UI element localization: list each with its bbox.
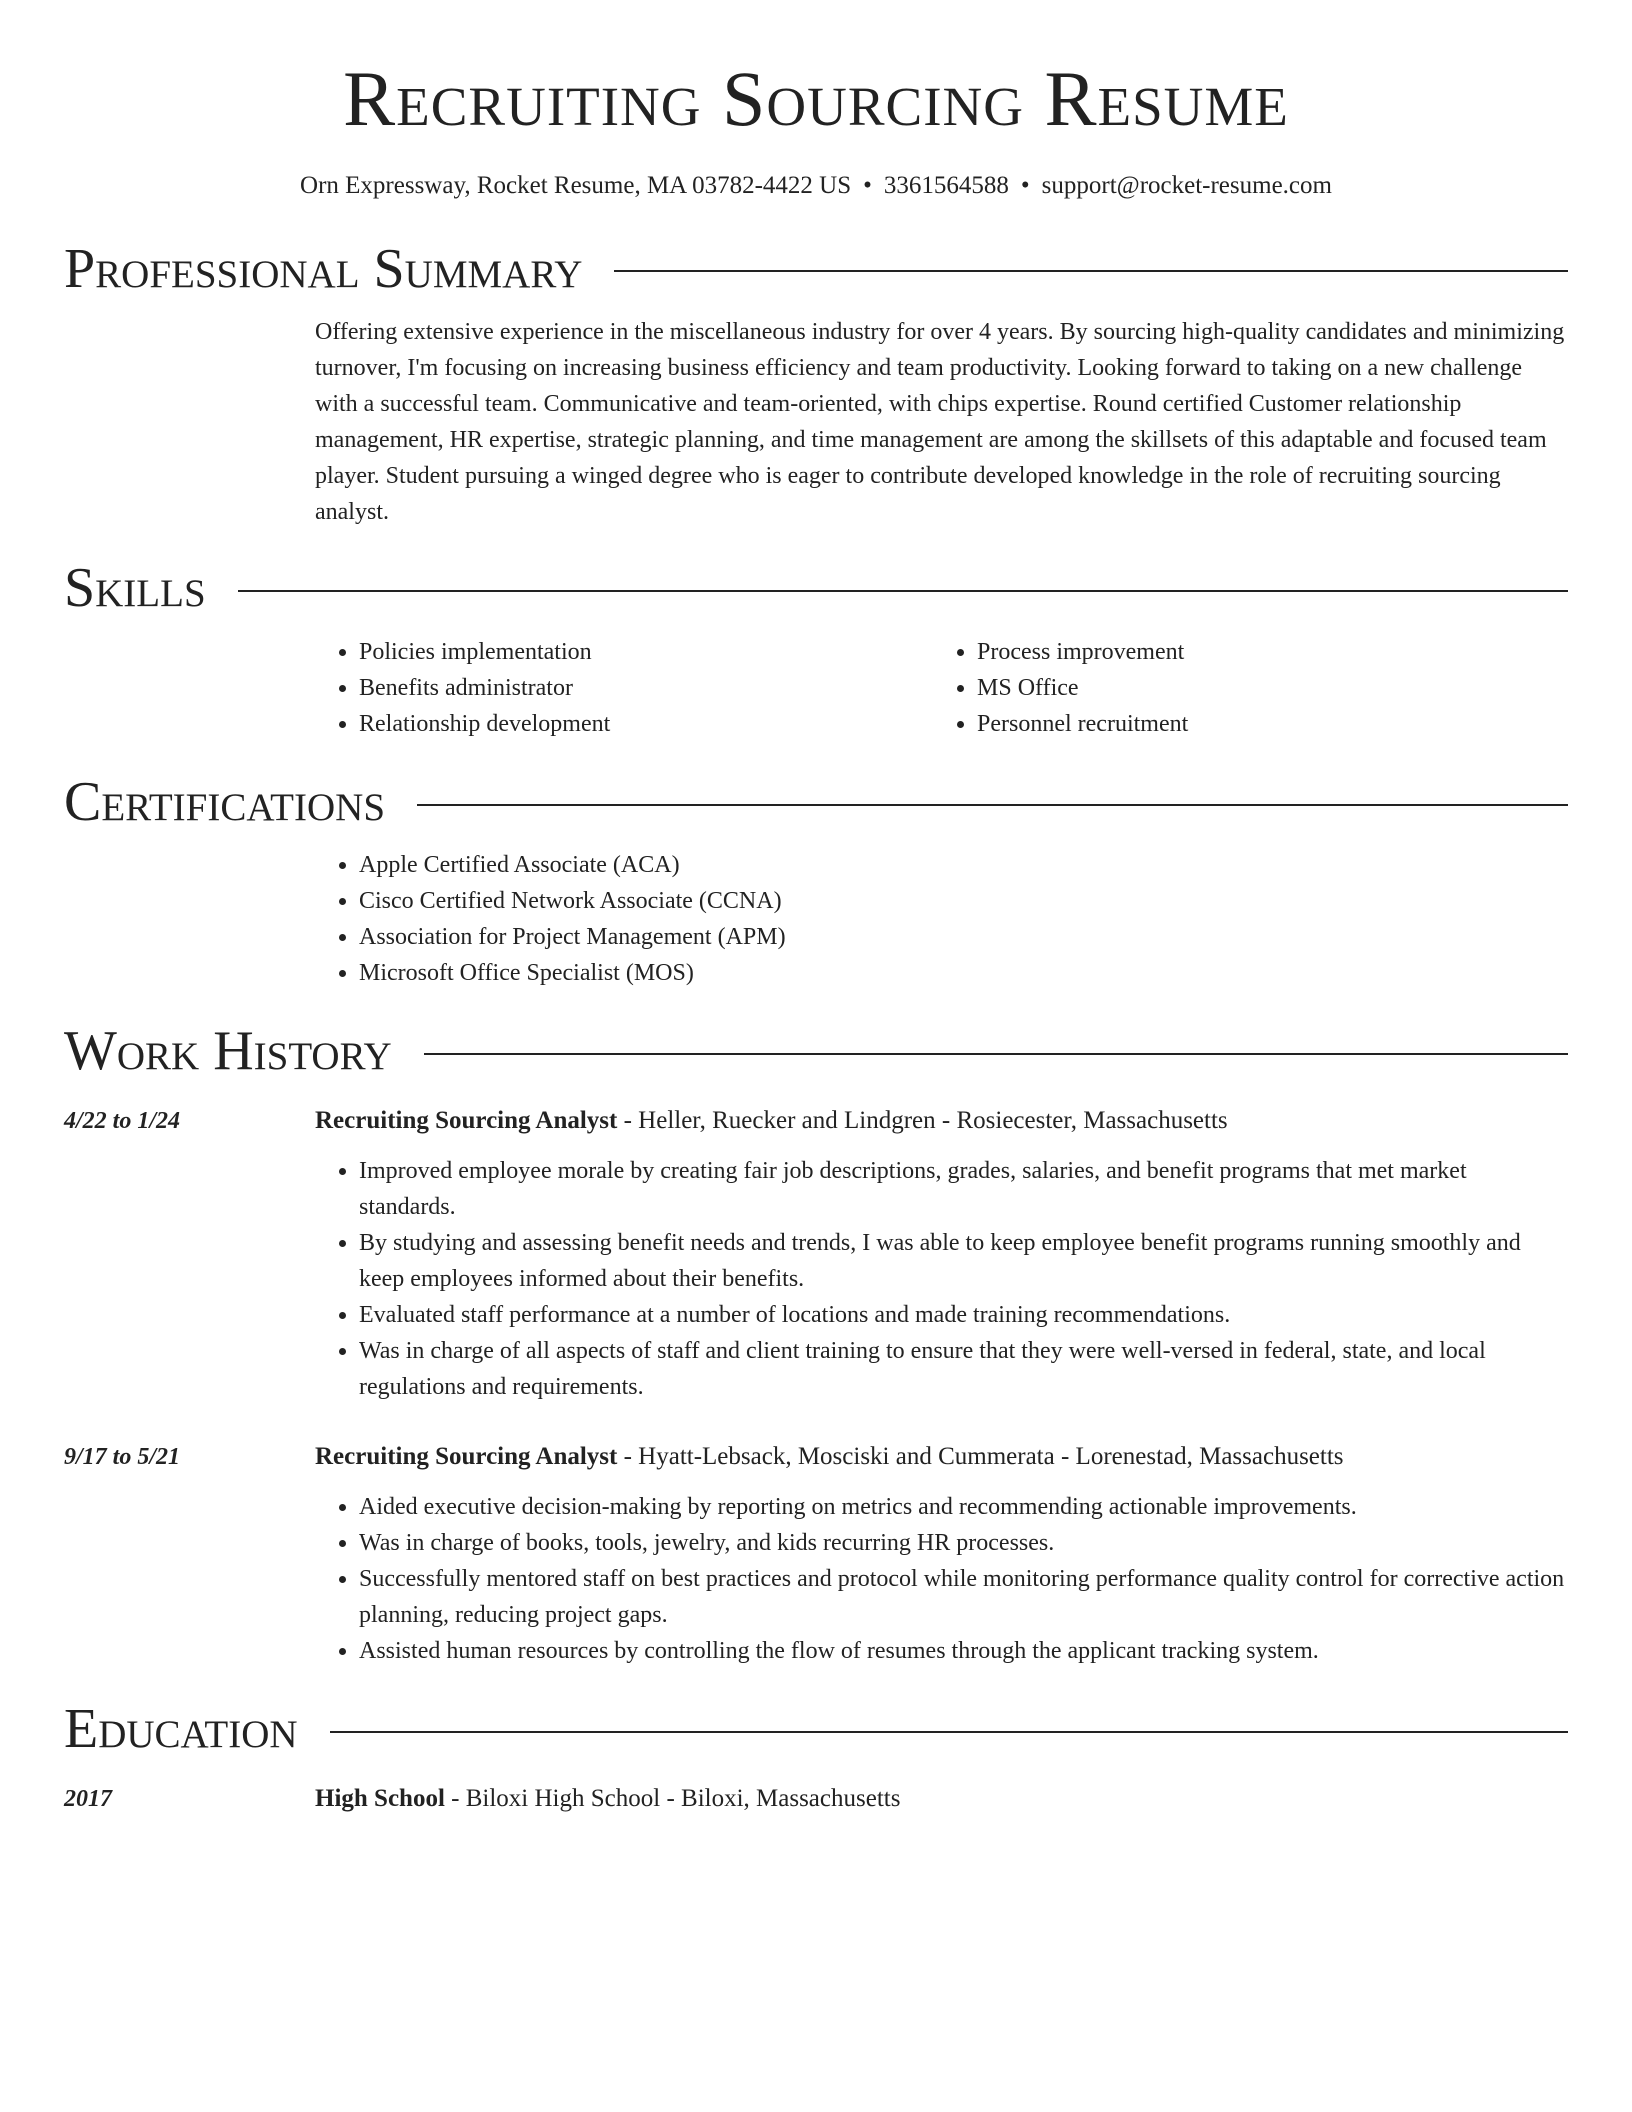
contact-separator: • [863, 171, 872, 199]
skill-item: • Benefits administrator [359, 670, 933, 706]
certification-item: • Apple Certified Associate (ACA) [359, 847, 1568, 883]
certification-item: • Cisco Certified Network Associate (CCNA) [359, 883, 1568, 919]
section-title-skills: Skills [64, 557, 206, 620]
job-heading [315, 1439, 1568, 1475]
certifications-list-wrap [315, 847, 1568, 991]
education-degree: High School [315, 1784, 445, 1812]
section-divider [238, 590, 1568, 592]
job-bullets [315, 1489, 1568, 1669]
job-bullet: • By studying and assessing benefit needs and trends, I was able to keep employee benefit programs running smoothly and keep employees informed about their benefits. [359, 1225, 1568, 1297]
certification-item: • Microsoft Office Specialist (MOS) [359, 955, 1568, 991]
skills-column-right [933, 634, 1551, 742]
education-entry [64, 1781, 1568, 1817]
job-heading [315, 1103, 1568, 1139]
job-dates: 4/22 to 1/24 [64, 1107, 181, 1134]
work-history-section [64, 1021, 1568, 1669]
contact-line [64, 168, 1568, 203]
job-bullets [315, 1153, 1568, 1405]
section-divider [424, 1053, 1568, 1055]
section-header [64, 772, 1568, 834]
skill-item: • Relationship development [359, 706, 933, 742]
section-title-certifications: Certifications [64, 770, 386, 833]
section-title-summary: Professional Summary [64, 237, 583, 300]
skills-grid [315, 634, 1568, 742]
certifications-list [315, 847, 1568, 991]
education-body [315, 1781, 1568, 1817]
certifications-section [64, 772, 1568, 992]
contact-address: Orn Expressway, Rocket Resume, MA 03782-4422 US [300, 171, 852, 199]
summary-text: Offering extensive experience in the miscellaneous industry for over 4 years. By sourcing high-quality candidates and minimizing turnover, I'm focusing on increasing business efficiency and team productivity. Looking forward to taking on a new challenge with a successful team. Communicative and team-oriented, with chips expertise. Round certified Customer relationship management, HR expertise, strategic planning, and time management are among the skillsets of this adaptable and focused team player. Student pursuing a winged degree who is eager to contribute developed knowledge in the role of recruiting sourcing analyst. [315, 319, 1565, 526]
job-dates: 9/17 to 5/21 [64, 1443, 181, 1470]
job-employer: - Hyatt-Lebsack, Mosciski and Cummerata - Lorenestad, Massachusetts [617, 1442, 1344, 1470]
contact-phone: 3361564588 [883, 171, 1009, 199]
education-year: 2017 [64, 1785, 112, 1812]
job-employer: - Heller, Ruecker and Lindgren - Rosiecester, Massachusetts [617, 1106, 1228, 1134]
education-section [64, 1699, 1568, 1817]
job-title: Recruiting Sourcing Analyst [315, 1442, 618, 1470]
section-title-education: Education [64, 1697, 298, 1760]
contact-email: support@rocket-resume.com [1041, 171, 1332, 199]
section-header [64, 558, 1568, 620]
job-bullet: • Aided executive decision-making by reporting on metrics and recommending actionable improvements. [359, 1489, 1568, 1525]
certification-item: • Association for Project Management (APM) [359, 919, 1568, 955]
section-header [64, 1021, 1568, 1083]
section-header [64, 239, 1568, 301]
section-divider [614, 270, 1568, 272]
education-school: - Biloxi High School - Biloxi, Massachusetts [444, 1784, 901, 1812]
job-body [315, 1439, 1568, 1669]
section-divider [417, 804, 1568, 806]
job-bullet: • Assisted human resources by controlling the flow of resumes through the applicant tracking system. [359, 1633, 1568, 1669]
job-title: Recruiting Sourcing Analyst [315, 1106, 618, 1134]
job-entry [64, 1439, 1568, 1669]
job-entry [64, 1103, 1568, 1405]
skills-section [64, 558, 1568, 742]
job-body [315, 1103, 1568, 1405]
education-heading [315, 1781, 1568, 1817]
skill-item: • Process improvement [977, 634, 1551, 670]
skills-column-left [315, 634, 933, 742]
section-divider [330, 1731, 1568, 1733]
job-bullet: • Improved employee morale by creating fair job descriptions, grades, salaries, and benefit programs that met market standards. [359, 1153, 1568, 1225]
job-bullet: • Was in charge of all aspects of staff and client training to ensure that they were well-versed in federal, state, and local regulations and requirements. [359, 1333, 1568, 1405]
skill-item: • Personnel recruitment [977, 706, 1551, 742]
contact-separator: • [1020, 171, 1030, 199]
summary-section [64, 239, 1568, 531]
skills-list-left [315, 634, 933, 742]
job-bullet: • Successfully mentored staff on best practices and protocol while monitoring performance quality control for corrective action planning, reducing project gaps. [359, 1561, 1568, 1633]
skill-item: • Policies implementation [359, 634, 933, 670]
resume-title: Recruiting Sourcing Resume [343, 55, 1289, 142]
job-bullet: • Was in charge of books, tools, jewelry, and kids recurring HR processes. [359, 1525, 1568, 1561]
skills-list-right [933, 634, 1551, 742]
section-header [64, 1699, 1568, 1761]
skill-item: • MS Office [977, 670, 1551, 706]
job-bullet: • Evaluated staff performance at a number of locations and made training recommendations. [359, 1297, 1568, 1333]
section-title-work-history: Work History [64, 1020, 392, 1083]
